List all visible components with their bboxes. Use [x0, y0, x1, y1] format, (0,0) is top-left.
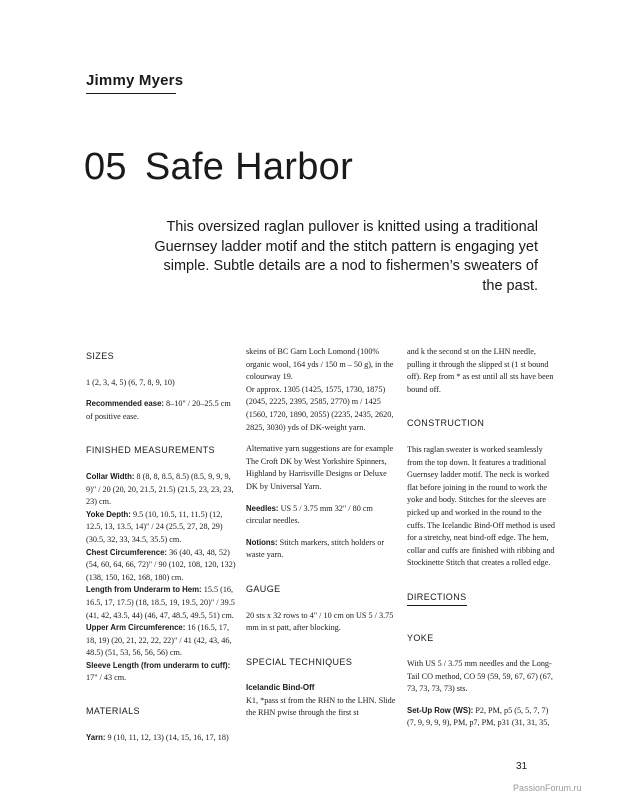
alternative-yarns: Alternative yarn suggestions are for example The Croft DK by West Yorkshire Spinners, Highland by Harrisville Designs or Deluxe DK by Universal Yarn.	[246, 444, 394, 491]
measurement-text: 36 (40, 43, 48, 52) (54, 60, 64, 66, 72)" / 90 (102, 108, 120, 132) (138, 150, 162, 168, 180) cm.	[86, 547, 236, 582]
setup-row-text: P2, PM, p5 (5, 5, 7, 7) (7, 9, 9, 9, 9), PM, p7, PM, p31 (31, 31, 35,	[407, 705, 550, 728]
finished-measurements-heading: FINISHED MEASUREMENTS	[86, 445, 215, 456]
ease-text: 8–10" / 20–25.5 cm of positive ease.	[86, 399, 231, 421]
materials-heading: MATERIALS	[86, 706, 140, 717]
yarn-continued: skeins of BC Garn Loch Lomond (100% organic wool, 164 yds / 150 m – 50 g), in the colourway 19.	[246, 347, 394, 382]
measurement-label: Upper Arm Circumference:	[86, 623, 186, 633]
column-1	[86, 346, 238, 753]
measurement-text: 8 (8, 8, 8.5, 8.5) (8.5, 9, 9, 9, 9)" / 20 (20, 20, 21.5, 21.5) (21.5, 23, 23, 23, 23) cm.	[86, 471, 234, 507]
needles-line	[246, 503, 398, 528]
measurement-text: 9.5 (10, 10.5, 11, 11.5) (12, 12.5, 13, 13.5, 14)" / 24 (25.5, 27, 28, 29) (30.5, 32, 33, 34.5, 35.5) cm.	[86, 509, 223, 544]
author-name: Jimmy Myers	[86, 72, 184, 89]
pattern-name: Safe Harbor	[144, 146, 354, 188]
yoke-text: With US 5 / 3.75 mm needles and the Long-Tail CO method, CO 59 (59, 59, 67, 67) (67, 73, 73, 73, 73) sts.	[407, 659, 553, 694]
intro-paragraph: This oversized raglan pullover is knitted using a traditional Guernsey ladder motif and the stitch pattern is engaging yet simple. Subtle details are a nod to fishermen’s sweaters of the past.	[154, 219, 538, 294]
measurement-item	[86, 547, 238, 585]
needles-text: US 5 / 3.75 mm 32" / 80 cm circular needles.	[246, 503, 373, 526]
gauge-heading: GAUGE	[246, 583, 281, 594]
measurement-label: Yoke Depth:	[86, 509, 131, 519]
sizes-heading: SIZES	[86, 351, 115, 361]
measurement-label: Length from Underarm to Hem:	[86, 585, 202, 595]
needles-label: Needles:	[246, 503, 279, 513]
measurement-item	[86, 660, 238, 685]
measurement-label: Collar Width:	[86, 471, 135, 481]
measurement-text: 17" / 43 cm.	[86, 673, 127, 683]
gauge-text: 20 sts x 32 rows to 4" / 10 cm on US 5 / 3.75 mm in st patt, after blocking.	[246, 610, 394, 633]
icelandic-bind-off-text: K1, *pass st from the RHN to the LHN. Slide the RHN pwise through the first st	[246, 695, 396, 718]
directions-heading: DIRECTIONS	[407, 591, 467, 606]
icelandic-bind-off-heading: Icelandic Bind-Off	[246, 683, 315, 693]
measurement-item	[86, 584, 238, 622]
page-number: 31	[516, 761, 528, 772]
yarn-text: 9 (10, 11, 12, 13) (14, 15, 16, 17, 18)	[105, 732, 229, 742]
column-2	[246, 346, 398, 720]
setup-row-label: Set-Up Row (WS):	[407, 705, 474, 715]
construction-text: This raglan sweater is worked seamlessly from the top down. It features a traditional Guernsey ladder motif. The neck is worked flat before joining in the round to work the yoke and body. Stitches for the sleeves are picked up and worked in the round to the cuffs. The Icelandic Bind-Off method is used for a stretchy, neat bind-off edge. The hem, collar and cuffs are finished with ribbing and Stockinette Stitch that creates a rolled edge.	[407, 444, 556, 568]
special-techniques-heading: SPECIAL TECHNIQUES	[246, 656, 353, 667]
yoke-heading: YOKE	[407, 632, 434, 643]
measurement-label: Chest Circumference:	[86, 547, 168, 557]
author-underline	[86, 93, 176, 94]
construction-heading: CONSTRUCTION	[407, 418, 485, 429]
watermark: PassionForum.ru	[513, 783, 582, 793]
measurement-item	[86, 622, 238, 660]
pattern-number: 05	[84, 146, 127, 188]
measurement-text: 16 (16.5, 17, 18, 19) (20, 21, 22, 22, 22)" / 41 (42, 43, 46, 48.5) (51, 53, 56, 56, 56) cm.	[86, 623, 232, 658]
pattern-title	[84, 146, 353, 189]
notions-line	[246, 537, 398, 562]
yarn-label: Yarn:	[86, 732, 106, 742]
setup-row	[407, 705, 559, 730]
measurement-item	[86, 471, 238, 509]
bind-off-continued: and k the second st on the LHN needle, pulling it through the slipped st (1 st bound off). Rep from * as est until all sts have been bound off.	[407, 347, 554, 394]
measurement-text: 15.5 (16, 16.5, 17, 17.5) (18, 18.5, 19, 19.5, 20)" / 39.5 (41, 42, 43.5, 44) (46, 47, 48.5, 49.5, 51) cm.	[86, 585, 235, 620]
recommended-ease	[86, 398, 238, 423]
ease-label: Recommended ease:	[86, 399, 164, 409]
sizes-values: 1 (2, 3, 4, 5) (6, 7, 8, 9, 10)	[86, 377, 175, 387]
measurement-label: Sleeve Length (from underarm to cuff):	[86, 660, 231, 670]
notions-label: Notions:	[246, 537, 278, 547]
yarn-alternative-amount: Or approx. 1305 (1425, 1575, 1730, 1875) (2045, 2225, 2395, 2585, 2770) m / 1425 (1560, 1720, 1890, 2055) (2235, 2435, 2620, 2825, 3030) yds of DK-weight yarn.	[246, 384, 394, 432]
column-3	[407, 346, 559, 739]
notions-text: Stitch markers, stitch holders or waste yarn.	[246, 537, 385, 560]
measurement-item	[86, 509, 238, 547]
yarn-line	[86, 732, 238, 745]
